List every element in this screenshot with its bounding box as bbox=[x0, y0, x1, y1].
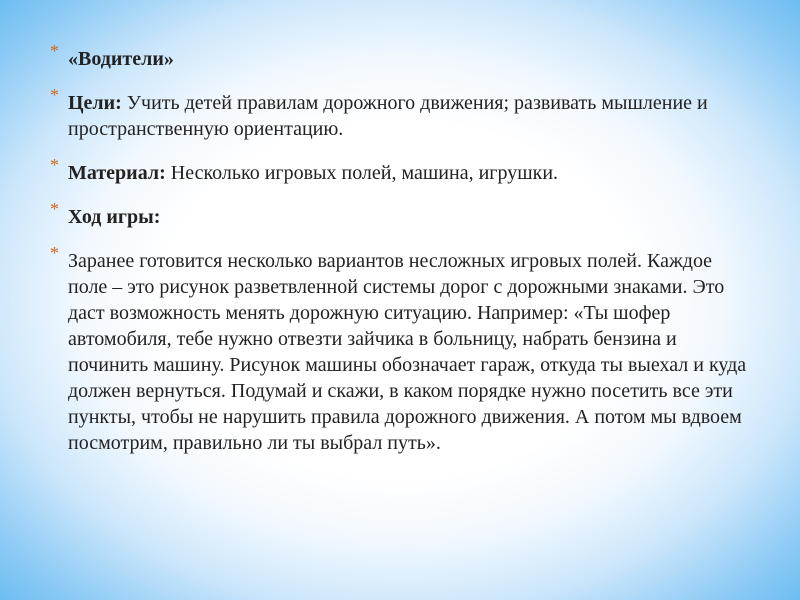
asterisk-bullet-icon: * bbox=[50, 155, 59, 175]
list-item-description bbox=[50, 243, 756, 456]
goals-label: Цели: bbox=[68, 92, 122, 114]
game-title: «Водители» bbox=[68, 48, 174, 70]
slide-content bbox=[50, 41, 756, 474]
goals-text: Учить детей правилам дорожного движения; развивать мышление и пространственную ориентацию. bbox=[68, 92, 708, 140]
game-description-text: Заранее готовится несколько вариантов несложных игровых полей. Каждое поле – это рисунок разветвленной системы дорог с дорожными знаками. Это даст возможность менять дорожную ситуацию. Например: «Ты шофер автомобиля, тебе нужно отвезти зайчика в больницу, набрать бензина и починить машину. Рисунок машины обозначает гараж, откуда ты выехал и куда должен вернуться. Подумай и скажи, в каком порядке нужно посетить все эти пункты, чтобы не нарушить правила дорожного движения. А потом мы вдвоем посмотрим, правильно ли ты выбрал путь». bbox=[68, 250, 747, 454]
list-item-game-progress bbox=[50, 199, 756, 230]
asterisk-bullet-icon: * bbox=[50, 85, 59, 105]
material-label: Материал: bbox=[68, 162, 166, 184]
list-item-title bbox=[50, 41, 756, 72]
list-item-goals bbox=[50, 85, 756, 142]
asterisk-bullet-icon: * bbox=[50, 243, 59, 263]
asterisk-bullet-icon: * bbox=[50, 41, 59, 61]
game-progress-label: Ход игры: bbox=[68, 206, 161, 228]
material-text: Несколько игровых полей, машина, игрушки. bbox=[165, 162, 559, 184]
asterisk-bullet-icon: * bbox=[50, 199, 59, 219]
list-item-material bbox=[50, 155, 756, 186]
